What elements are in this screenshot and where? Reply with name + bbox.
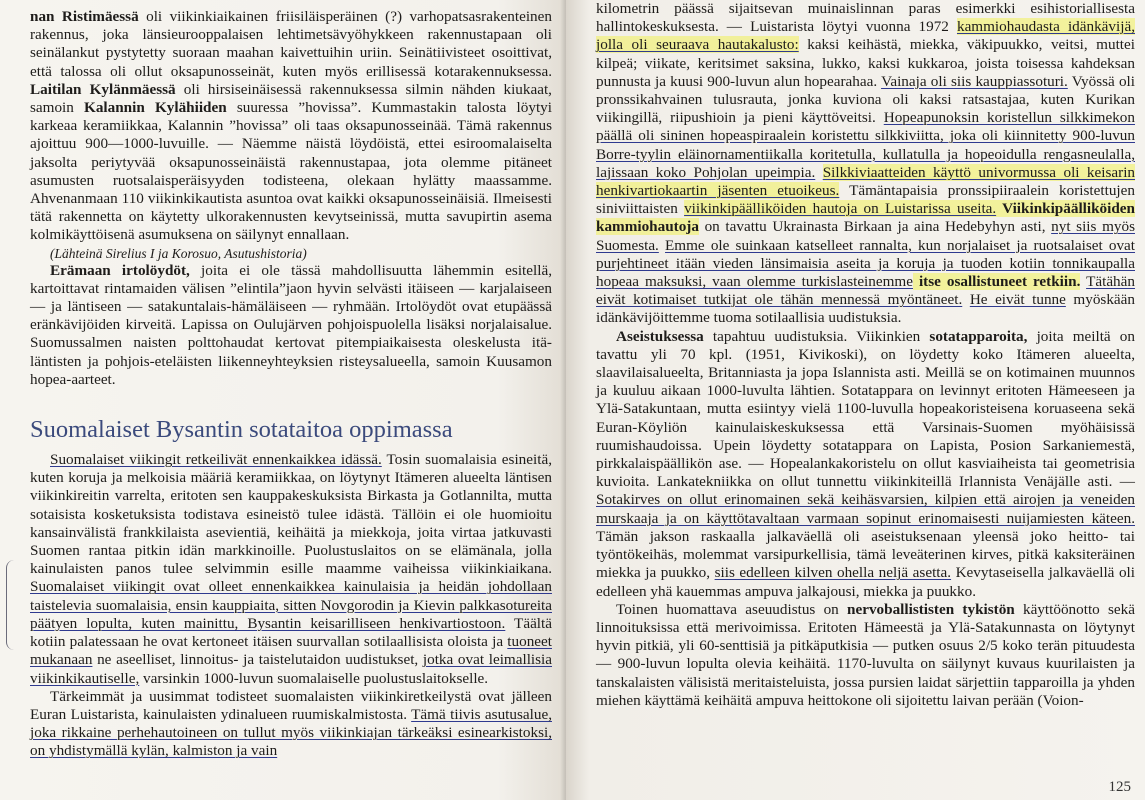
bold-term: Laitilan Kylänmäessä: [30, 80, 176, 98]
highlighted-passage: viikinkipäälliköiden hautoja on Luistarissa useita.: [684, 200, 997, 218]
page-number: 125: [1108, 779, 1131, 795]
source-caption: (Lähteinä Sirelius I ja Korosuo, Asutushistoria): [50, 245, 307, 261]
underlined-passage: Hopeapunoksin koristellun silkkimekon päällä oli sininen hopeaspiraalein koristettu silkkiviitta, joka oli kiinnitetty 900-luvun Borre-tyylin eläinornamentiikalla koritetulla, kullatulla ja hopeoidulla rengasneulalla, lajissaan koko Pohjolan upeimpia.: [596, 109, 1135, 181]
text-run: Vyössä oli pronssikahvainen tulusrauta, jonka kuviona oli kaksi ratsastajaa, kuten Kurikan viikingillä, riipushioin ja pieni käyttöveitsi.: [596, 72, 1135, 127]
text-run: oli hirsiseinäisessä rakennuksessa silmin nähden kiukaat, samoin: [30, 80, 552, 117]
left-page: [0, 0, 566, 800]
underlined-passage: siis edelleen kilven ohella neljä asetta.: [714, 564, 952, 582]
underlined-passage: He eivät tunne: [969, 291, 1066, 309]
text-run: varsinkin 1000-luvun suomalaiselle puolustuslaitokselle.: [139, 669, 489, 687]
text-run: käyttöönotto sekä linnoituksissa että merivoimissa. Eritoten Hämeestä ja Ylä-Satakunnasta on löytynyt hyvin pitkiä, yli 60-senttisiä ja pitkäputkisia — putken osuus 2/5 koko terän pituudesta — 900-luvun lopulta olevia keihäitä. 1170-luvulta on säilynyt kuvaus kuurilaisten ja tanskalaisten välisistä meritaisteluista, jossa pursien laidat särjettiin tapparoilla ja yhden miehen käyttämä keihäitä ampuva heittokone oli sijoitettu laivan perään (Voion-: [596, 600, 1136, 709]
highlighted-passage: kammiohaudasta idänkävijä, jolla oli seuraava hautakalusto:: [596, 18, 1135, 54]
underlined-passage: Vainaja oli siis kauppiassoturi.: [881, 72, 1068, 90]
underlined-passage: nyt siis myös Suomesta.: [596, 218, 1135, 254]
text-run: myöskään idänkävijöittemme tuoma sotilaallisia uudistuksia.: [596, 291, 1136, 327]
underlined-passage: Emme ole suinkaan katselleet rannalta, kun norjalaiset ja ruotsalaiset ovat purjehtineet itään vieden länsimaisia aseita ja koruja ja tuoden kotiin tonnikaupalla hopeaa maksuksi, vaan olemme turkislasteinemme: [596, 236, 1136, 291]
right-page: [566, 0, 1145, 800]
bold-term: Erämaan irtolöydöt,: [50, 261, 190, 279]
bold-term: Aseistuksessa: [616, 327, 704, 345]
text-run: Tämäntapaisia pronssipiiraalein koristettujen siniviittaisten: [596, 182, 1135, 218]
text-run: [815, 164, 822, 181]
underlined-passage: Suomalaiset viikingit retkeilivät ennenkaikkea idässä.: [50, 451, 382, 469]
bold-term: Kalannin Kylähiiden: [84, 99, 227, 117]
paragraph-luistari: [30, 688, 552, 761]
underlined-passage: Sotakirves on ollut erinomainen sekä keihäsvarsien, kilpien että airojen ja veneiden murskaaja ja on käyttötavaltaan varmaan sopinut erinomaisesti nuijamiesten käteen.: [596, 491, 1135, 527]
text-run: joita meiltä on tavattu yli 70 kpl. (1951, Kivikoski), on löydetty koko Itämeren alueelta, slaavilaisalueelta, Britanniasta ja jopa Islannista asti. Meillä se on kotimainen muunnos ja kuuluu aikaan 1000-luvulta lähtien. Sotatappara on levinnyt eritoten Hämeeseen ja Ylä-Satakuntaan, mutta esiintyy vielä 1100-luvulla hopeakoristeisena koruaseena sekä Euran-Köyliön kainulaiskeskuksessa että Varsinais-Suomen myöhäisissä ruumishaudoissa. Upein löydetty sotatappara on Lapista, Posion Sarkaniemestä, pirkkalaispäällikön ase. — Hopealankakoristelu on ollut kasviaiheista tai geometrisia kuvioita. Lankatekniikka on ollut tunnettu viikinkiteillä Irlannista Venäjälle asti. —: [596, 327, 1135, 491]
paragraph-armament: [596, 328, 1135, 601]
text-run: kilometrin päässä sijaitsevan muinaislinnan paras esimerkki esihistoriallisesta hallintokeskuksesta. — Luistarista löytyi vuonna 1972: [596, 0, 1135, 36]
text-run: joita ei ole tässä mahdollisuutta lähemmin esitellä, kartoittavat rintamaiden välisen ”elintila”jaon hyvin selvästi itäiseen — karjalaiseen — ja läntiseen — satakuntalais-hämäläiseen — ryhmään. Irtolöydöt ovat etupäässä eränkävijöiden kirveitä. Lapissa on Oulujärven pohjoispuolella lisäksi norjalaisalue. Suomussalmen naisten polttohaudat kertovat pitempiaikaisesta oleskelusta itä-läntisten ja pohjois-eteläisten liikenneyhteyksien risteysalueella, samoin Kuusamon hopea-aarteet.: [30, 261, 552, 388]
paragraph-houses: [30, 8, 552, 245]
text-run: Toinen huomattava aseuudistus on: [616, 600, 848, 618]
text-run: tapahtuu uudistuksia. Viikinkien: [703, 327, 930, 345]
paragraph-chamber-grave: [596, 0, 1135, 328]
text-run: Kevytaseisella jalkaväellä oli edelleen yhä kauemmas ampuva jalkajousi, miekka ja puukko.: [596, 564, 1135, 600]
underlined-passage: Suomalaiset viikingit ovat olleet ennenkaikkea kainulaisia ja heidän johdollaan taistelevia suomalaisia, ensin kauppiaita, sitten Novgorodin ja Kievin palkkasotureita päätyen lopulta, kuten mainittu, Bysantin keisarilliseen henkivartiostoon.: [30, 578, 552, 632]
text-run: Tosin suomalaisia esineitä, kuten koruja ja melkoisia määriä keramiikkaa, on löytynyt Itämeren alueelta läntisen viikinkireitin varrelta, eritoten sen kauppakeskuksista Birkasta ja Gotlannilta, mutta sotaisista kosketuksista todistava esineistö tulee idästä. Tällöin ei ole huomioitu kansainvälistä frankkilaista asevientiä, keihäitä ja miekkoja, joita virtaa jatkuvasti Suomen rantaa pitkin idän markkinoille. Puolustuslaitos on se elämänala, jolla kainulaisten panos tulee selvimmin esille maamme vaiheissa viikinkiaikana.: [30, 451, 552, 578]
bold-term: itse osallistuneet retkiin.: [912, 273, 1081, 291]
section-heading: Suomalaiset Bysantin sotataitoa oppimassa: [30, 416, 453, 444]
text-run: suuressa ”hovissa”. Kummastakin talosta löytyi karkeaa keramiikkaa, Kalannin ”hovissa” oli taas oksapunosseinää. Tämä rakennus ajoittuu 900—1000-luvuille. — Näemme näistä löydöistä, ettei esiroomalaiselta jaksolta periytyvää oksapunosseinäistä rakennustapaa, jota olemme pitäneet asumusten ruotsalaisperäisyyden todisteena, olekaan hylätty maassamme. Ahvenanmaan 110 viikinkikautista asuntoa ovat kaikki oksapunosseinäisiä. Ilmeisesti tätä rakennetta on käytetty ulkorakennusten kevytseinissä, mutta savupirtin asema kolmikäyttöisenä asumuksena on säilynyt ennallaan.: [30, 99, 552, 244]
paragraph-wilderness-finds: [30, 262, 552, 389]
text-run: ne aseelliset, linnoitus- ja taistelutaidon uudistukset,: [92, 651, 423, 669]
bold-term: Viikinkipäälliköiden kammiohautoja: [596, 200, 1135, 236]
underlined-passage: Tämä tiivis asutusalue, joka rikkaine perhehautoineen on tullut myös viikinkiajan tärkeäksi esinearkistoksi, on yhdistymällä kylän, kalmiston ja vain: [30, 705, 552, 760]
bold-term: sotatapparoita,: [929, 327, 1028, 345]
paragraph-vikings-east: [30, 451, 552, 688]
text-run: oli viikinkiaikainen friisiläisperäinen (?) varhopatsasrakenteinen rakennus, joka länsieurooppalaisen lehtimetsävyöhykkeen rakennustapaan oli seinälankut pystytetty suoraan maahan kaivettuihin uriin. Seinätiivisteet osoittivat, että talossa oli ollut oksapunosseinät, kuten myös erillisessä kotarakennuksessa.: [30, 8, 552, 80]
text-run: Tärkeimmät ja uusimmat todisteet suomalaisten viikinkiretkeilystä ovat jälleen Euran Luistarista, kainulaisten ydinalueen ruumiskalmistosta.: [30, 687, 552, 723]
underlined-passage: jotka ovat leimallisia viikinkikautiselle,: [30, 651, 553, 687]
text-run: kaksi keihästä, miekka, väkipuukko, veitsi, muttei kilpeä; viikate, keritsimet saksina, lukko, kaksi kukkaroa, joista toisessa kahdeksan punnusta ja kuusi 900-luvun alun hopearahaa.: [596, 36, 1135, 90]
pen-margin-mark: [6, 560, 17, 650]
text-run: on tavattu Ukrainasta Birkaan ja aina Hedebyhyn asti,: [698, 218, 1052, 236]
paragraph-artillery: [596, 601, 1135, 710]
bold-term: nervoballististen tykistön: [847, 600, 1015, 618]
text-run: [962, 291, 970, 308]
text-run: Tämän jakson raskaalla jalkaväellä oli aseistuksenaan yleensä joko heitto- tai työntökeihäs, molemmat varsipurkellisia, tämä leveäterinen kirves, pitkä kaksiteräinen miekka ja puukko,: [596, 527, 1135, 582]
underlined-passage: tuoneet mukanaan: [30, 633, 552, 669]
highlighted-passage: Silkkiviaatteiden käyttö univormussa oli keisarin henkivartiokaartin jäsenten etuoikeus.: [596, 163, 1136, 200]
bold-term: nan Ristimäessä: [30, 8, 139, 25]
text-run: Täältä kotiin palatessaan he ovat kertoneet itäisen suurvallan sotilaallisista oloista ja: [30, 614, 552, 651]
underlined-passage: Tätähän eivät kotimaiset tutkijat ole tähän mennessä myöntäneet.: [596, 273, 1135, 309]
